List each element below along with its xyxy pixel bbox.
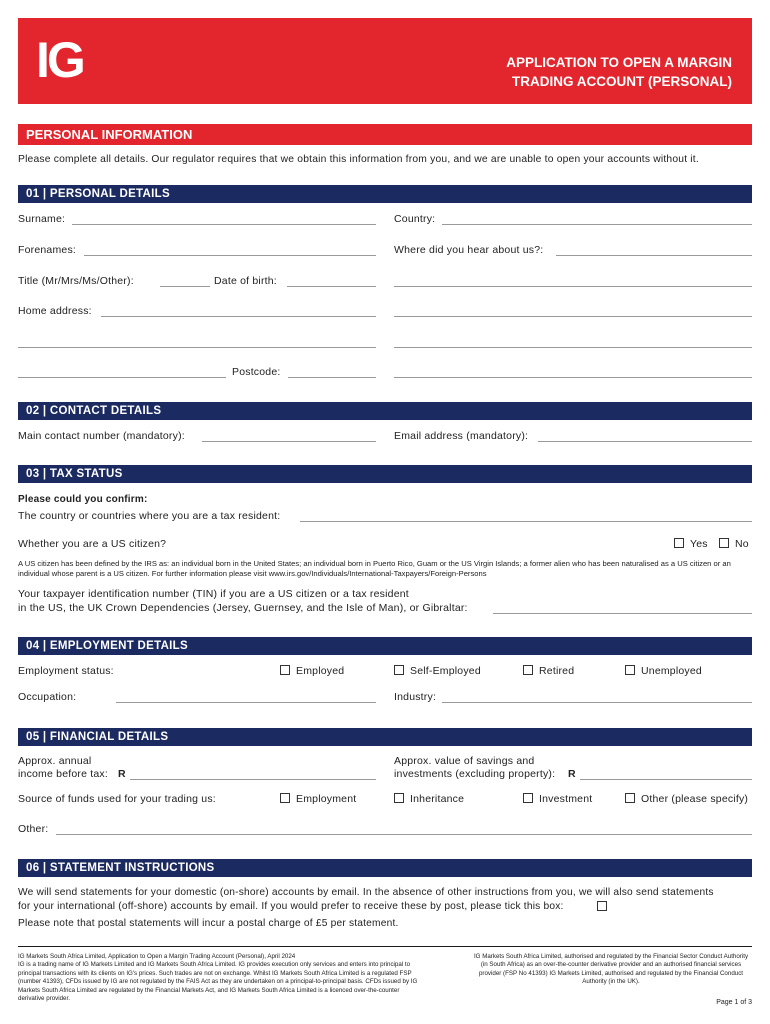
- us-citizen-no-checkbox[interactable]: [719, 538, 729, 548]
- section-05-heading: 05 | FINANCIAL DETAILS: [18, 728, 752, 746]
- funds-inheritance-checkbox[interactable]: [394, 793, 404, 803]
- savings-label-line2: investments (excluding property):: [394, 768, 556, 780]
- country-field[interactable]: [442, 224, 752, 225]
- statement-text-line1: We will send statements for your domestic (on-shore) accounts by email. In the absence of other instructions from you, we will also send statements: [18, 887, 714, 898]
- title-label: Title (Mr/Mrs/Ms/Other):: [18, 275, 134, 287]
- date-of-birth-field[interactable]: [287, 286, 376, 287]
- irs-definition-note: A US citizen has been defined by the IRS as: an individual born in the United States; an individual born in Puerto Rico, Guam or the US Virgin Islands; a former alien who has been naturalised as a US citizen or an individual whose parent is a US citizen. For further information please visit www.irs.gov/Individuals/International-Taxpayers/Foreign-Persons: [18, 559, 731, 578]
- right-column-field-2[interactable]: [394, 347, 752, 348]
- funds-employment-label: Employment: [296, 793, 357, 805]
- hear-about-us-field-2[interactable]: [394, 286, 752, 287]
- retired-label: Retired: [539, 665, 575, 677]
- industry-label: Industry:: [394, 691, 437, 703]
- us-citizen-yes-label: Yes: [690, 538, 708, 550]
- unemployed-checkbox[interactable]: [625, 665, 635, 675]
- source-of-funds-label: Source of funds used for your trading us:: [18, 793, 216, 805]
- postal-statements-checkbox[interactable]: [597, 901, 607, 911]
- personal-information-heading: PERSONAL INFORMATION: [18, 124, 752, 145]
- tax-residence-field[interactable]: [300, 521, 752, 522]
- right-column-field-3[interactable]: [394, 377, 752, 378]
- hear-about-us-field[interactable]: [556, 255, 752, 256]
- footer-left: [18, 953, 423, 1003]
- ig-logo: IG: [36, 32, 83, 88]
- section-04-heading: 04 | EMPLOYMENT DETAILS: [18, 637, 752, 655]
- funds-investment-checkbox[interactable]: [523, 793, 533, 803]
- tin-label-line2: in the US, the UK Crown Dependencies (Jersey, Guernsey, and the Isle of Man), or Gibraltar:: [18, 602, 468, 614]
- right-column-field-1[interactable]: [394, 316, 752, 317]
- please-confirm-label: Please could you confirm:: [18, 494, 148, 505]
- home-address-field-3[interactable]: [18, 377, 226, 378]
- document-title: [412, 53, 732, 91]
- savings-currency: R: [568, 768, 576, 780]
- other-funds-label: Other:: [18, 823, 49, 835]
- unemployed-label: Unemployed: [641, 665, 702, 677]
- savings-field[interactable]: [580, 779, 752, 780]
- employed-label: Employed: [296, 665, 345, 677]
- tin-field[interactable]: [493, 613, 752, 614]
- document-title-line1: APPLICATION TO OPEN A MARGIN: [506, 55, 732, 70]
- personal-information-intro: Please complete all details. Our regulator requires that we obtain this information from you, and we are unable to open your accounts without it.: [18, 154, 699, 165]
- income-currency: R: [118, 768, 126, 780]
- page-number: Page 1 of 3: [716, 999, 752, 1006]
- us-citizen-label: Whether you are a US citizen?: [18, 538, 167, 550]
- date-of-birth-label: Date of birth:: [214, 275, 277, 287]
- funds-investment-label: Investment: [539, 793, 593, 805]
- postal-charge-note: Please note that postal statements will incur a postal charge of £5 per statement.: [18, 918, 399, 929]
- forenames-label: Forenames:: [18, 244, 77, 256]
- occupation-label: Occupation:: [18, 691, 77, 703]
- home-address-label: Home address:: [18, 305, 92, 317]
- hear-about-us-label: Where did you hear about us?:: [394, 244, 544, 256]
- employed-checkbox[interactable]: [280, 665, 290, 675]
- industry-field[interactable]: [442, 702, 752, 703]
- statement-text-line2: for your international (off-shore) accounts by email. If you would prefer to receive these by post, please tick this box:: [18, 901, 564, 912]
- forenames-field[interactable]: [84, 255, 376, 256]
- home-address-field-2[interactable]: [18, 347, 376, 348]
- email-label: Email address (mandatory):: [394, 430, 529, 442]
- us-citizen-no-label: No: [735, 538, 749, 550]
- tax-residence-label: The country or countries where you are a tax resident:: [18, 510, 281, 522]
- retired-checkbox[interactable]: [523, 665, 533, 675]
- employment-status-label: Employment status:: [18, 665, 114, 677]
- surname-field[interactable]: [72, 224, 376, 225]
- funds-employment-checkbox[interactable]: [280, 793, 290, 803]
- main-contact-field[interactable]: [202, 441, 376, 442]
- document-title-line2: TRADING ACCOUNT (PERSONAL): [512, 74, 732, 89]
- income-label-line1: Approx. annual: [18, 755, 92, 767]
- main-contact-label: Main contact number (mandatory):: [18, 430, 185, 442]
- self-employed-checkbox[interactable]: [394, 665, 404, 675]
- section-01-heading: 01 | PERSONAL DETAILS: [18, 185, 752, 203]
- home-address-field-1[interactable]: [101, 316, 376, 317]
- us-citizen-yes-checkbox[interactable]: [674, 538, 684, 548]
- self-employed-label: Self-Employed: [410, 665, 481, 677]
- footer-left-body: IG is a trading name of IG Markets Limited and IG Markets South Africa Limited. IG provides execution only services and enters into principal to principal transactions with its clients on IG's prices. Such trades are not on exchange. Whilst IG Markets South Africa Limited is a regulated FSP (number 41393), CFDs issued by IG are not regulated by the FAIS Act as they are undertaken on a principal-to-principal basis. CFDs issued by IG Markets South Africa Limited are regulated by the Financial Markets Act, and IG Markets South Africa Limited is a licenced over-the-counter derivative provider.: [18, 961, 418, 1003]
- funds-inheritance-label: Inheritance: [410, 793, 465, 805]
- tin-label-line1: Your taxpayer identification number (TIN) if you are a US citizen or a tax resident: [18, 588, 409, 600]
- income-field[interactable]: [130, 779, 376, 780]
- section-06-heading: 06 | STATEMENT INSTRUCTIONS: [18, 859, 752, 877]
- section-02-heading: 02 | CONTACT DETAILS: [18, 402, 752, 420]
- title-field[interactable]: [160, 286, 210, 287]
- footer-divider: [18, 946, 752, 947]
- postcode-label: Postcode:: [232, 366, 281, 378]
- country-label: Country:: [394, 213, 436, 225]
- occupation-field[interactable]: [116, 702, 376, 703]
- funds-other-checkbox[interactable]: [625, 793, 635, 803]
- section-03-heading: 03 | TAX STATUS: [18, 465, 752, 483]
- email-field[interactable]: [538, 441, 752, 442]
- postcode-field[interactable]: [288, 377, 376, 378]
- other-funds-field[interactable]: [56, 834, 752, 835]
- savings-label-line1: Approx. value of savings and: [394, 755, 535, 767]
- income-label-line2: income before tax:: [18, 768, 108, 780]
- footer-left-title: IG Markets South Africa Limited, Application to Open a Margin Trading Account (Personal), April 2024: [18, 953, 296, 960]
- funds-other-label: Other (please specify): [641, 793, 749, 805]
- footer-right: IG Markets South Africa Limited, authorised and regulated by the Financial Sector Conduct Authority (in South Africa) as an over-the-counter derivative provider and an authorised financial services provider (FSP No 41393) IG Markets Limited, authorised and regulated by the Financial Conduct Authority (in the UK).: [473, 953, 749, 986]
- surname-label: Surname:: [18, 213, 66, 225]
